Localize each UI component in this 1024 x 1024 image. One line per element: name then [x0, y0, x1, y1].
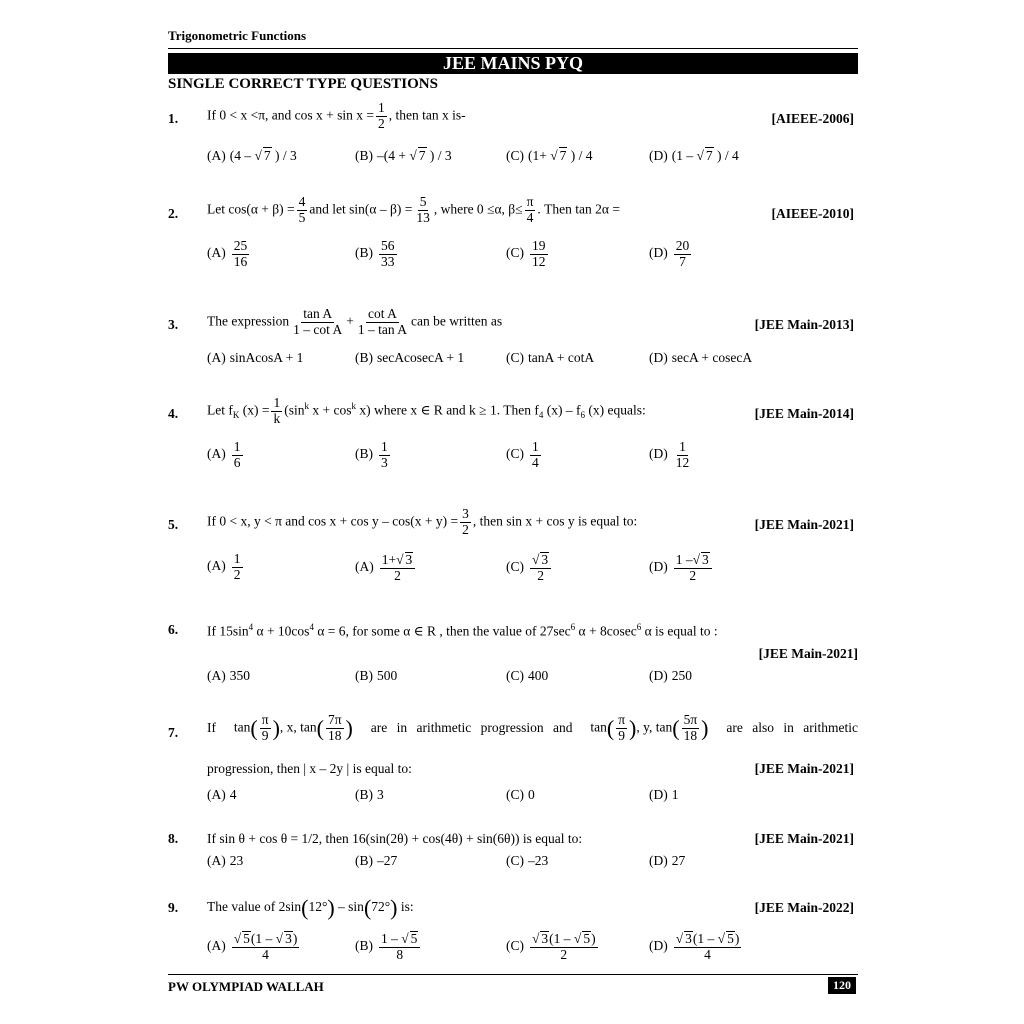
running-title: Trigonometric Functions: [168, 28, 307, 43]
option-a[interactable]: (A) $\frac{1}{2}$: [207, 551, 241, 582]
question-stem: If sin θ + cos θ = 1/2, then 16(sin(2θ) + cos(4θ) + sin(6θ)) is equal to:: [207, 831, 583, 846]
option-b[interactable]: (B) 500: [355, 668, 398, 683]
question-stem: If 0 < x, y < π and cos x + cos y – cos(x + y) = $\frac{3}{2}$ , then sin x + cos y is equal to:: [207, 506, 638, 537]
footer-rule: [168, 974, 858, 975]
option-c[interactable]: (C) tanA + cotA: [506, 350, 595, 365]
source-tag: [JEE Main-2013]: [754, 317, 854, 332]
option-d[interactable]: (D) 250: [649, 668, 692, 683]
option-d[interactable]: (D) $\frac{20}{7}$: [649, 238, 690, 269]
question-stem: If $15\sin^4$ $\alpha + 10\cos^4$ α = 6, for some α ∈ R , then the value of $27\sec^6$ α + 8cosec$^6$ α is equal to :: [207, 622, 718, 639]
option-d[interactable]: (D) 27: [649, 853, 686, 868]
question-stem-line-2: progression, then | x – 2y | is equal to:: [207, 761, 412, 776]
option-a[interactable]: (A) $\frac{√ 5(1 - √ 3)}{4}$: [207, 931, 298, 962]
option-d[interactable]: (D) $\frac{1}{12}$: [649, 439, 690, 470]
question-number: 5.: [168, 517, 179, 532]
source-tag: [JEE Main-2021]: [754, 761, 854, 776]
option-b[interactable]: (B) $\frac{56}{33}$: [355, 238, 395, 269]
option-b[interactable]: (B) $\frac{1}{3}$: [355, 439, 388, 470]
question-stem: Let $f_K$ (x) = $\frac{1}{k}$ ($\sin^k$ $x + \cos^k x$) where x ∈ R and k ≥ 1. Then $f_4$ $(x) - f_6$ (x) equals:: [207, 395, 646, 426]
question-number: 6.: [168, 622, 179, 637]
option-b[interactable]: (B) 3: [355, 787, 384, 802]
option-a[interactable]: (A) sinAcosA + 1: [207, 350, 304, 365]
question-stem: If tan( $\frac{\pi}{9}$ ), x, tan( $\frac{7\pi}{18}$ ) are in arithmetic progression and tan( $\frac{\pi}{9}$ ), y, tan( $\frac{5\pi}{18}$ ) are also in arithmetic: [207, 712, 858, 743]
source-tag: [AIEEE-2010]: [771, 206, 854, 221]
footer-publisher: PW OLYMPIAD WALLAH: [168, 979, 324, 994]
option-b[interactable]: (B) –(4 + √ 7 ) / 3: [355, 148, 452, 163]
question-number: 1.: [168, 111, 179, 126]
source-tag: [JEE Main-2021]: [754, 831, 854, 846]
option-d[interactable]: (D) $\frac{1 -√ 3}{2}$: [649, 552, 714, 584]
option-c[interactable]: (C) 400: [506, 668, 549, 683]
option-d[interactable]: (D) secA + cosecA: [649, 350, 753, 365]
source-tag: [JEE Main-2021]: [754, 517, 854, 532]
question-number: 3.: [168, 317, 179, 332]
option-c[interactable]: (C) $\frac{1}{4}$: [506, 439, 539, 470]
option-c[interactable]: (C) $\frac{√ 3(1 - √ 5)}{2}$: [506, 931, 596, 962]
option-b[interactable]: (B) –27: [355, 853, 398, 868]
question-number: 8.: [168, 831, 179, 846]
question-number: 4.: [168, 406, 179, 421]
option-a[interactable]: (A) 4: [207, 787, 237, 802]
page-number: 120: [828, 977, 856, 994]
option-a[interactable]: (A) $\frac{25}{16}$: [207, 238, 248, 269]
question-stem: The value of 2sin(12°) – sin(72°) is:: [207, 895, 414, 920]
option-a[interactable]: (A) 350: [207, 668, 250, 683]
question-number: 7.: [168, 725, 179, 740]
header-rule: [168, 48, 858, 49]
option-b[interactable]: (B) secAcosecA + 1: [355, 350, 465, 365]
option-c[interactable]: (C) $\frac{19}{12}$: [506, 238, 546, 269]
page: [168, 0, 858, 1024]
option-c[interactable]: (C) (1+ √ 7 ) / 4: [506, 148, 593, 163]
option-c[interactable]: (C) –23: [506, 853, 549, 868]
source-tag: [JEE Main-2021]: [758, 646, 858, 661]
source-tag: [AIEEE-2006]: [771, 111, 854, 126]
option-a[interactable]: (A) 23: [207, 853, 244, 868]
question-stem: The expression $\frac{\text{tan A}}{\text{1 – cot A}}$ + $\frac{\text{cot A}}{\text{1 – tan A}}$ can be written as: [207, 306, 503, 337]
question-stem: If 0 < x <π, and cos x + sin x = $\frac{1}{2}$ , then tan x is-: [207, 100, 466, 131]
question-number: 2.: [168, 206, 179, 221]
option-b[interactable]: (A) $\frac{1+√ 3}{2}$: [355, 552, 417, 584]
section-title: SINGLE CORRECT TYPE QUESTIONS: [168, 76, 438, 92]
option-d[interactable]: (D) $\frac{√ 3(1 - √ 5)}{4}$: [649, 931, 740, 962]
option-c[interactable]: (C) 0: [506, 787, 535, 802]
question-stem: Let cos(α + β) = $\frac{4}{5}$ and let sin(α – β) = $\frac{5}{13}$ , where 0 ≤α, β≤ $\frac{\pi}{4}$ . Then tan 2α =: [207, 194, 620, 225]
option-b[interactable]: (B) $\frac{1 - √ 5}{8}$: [355, 931, 422, 963]
option-c[interactable]: (C) $\frac{√ 3}{2}$: [506, 552, 553, 584]
source-tag: [JEE Main-2022]: [754, 900, 854, 915]
option-d[interactable]: (D) (1 – √ 7 ) / 4: [649, 148, 739, 163]
banner: JEE MAINS PYQ: [168, 53, 858, 74]
option-a[interactable]: (A) (4 – √ 7 ) / 3: [207, 148, 297, 163]
option-d[interactable]: (D) 1: [649, 787, 679, 802]
source-tag: [JEE Main-2014]: [754, 406, 854, 421]
option-a[interactable]: (A) $\frac{1}{6}$: [207, 439, 241, 470]
question-number: 9.: [168, 900, 179, 915]
